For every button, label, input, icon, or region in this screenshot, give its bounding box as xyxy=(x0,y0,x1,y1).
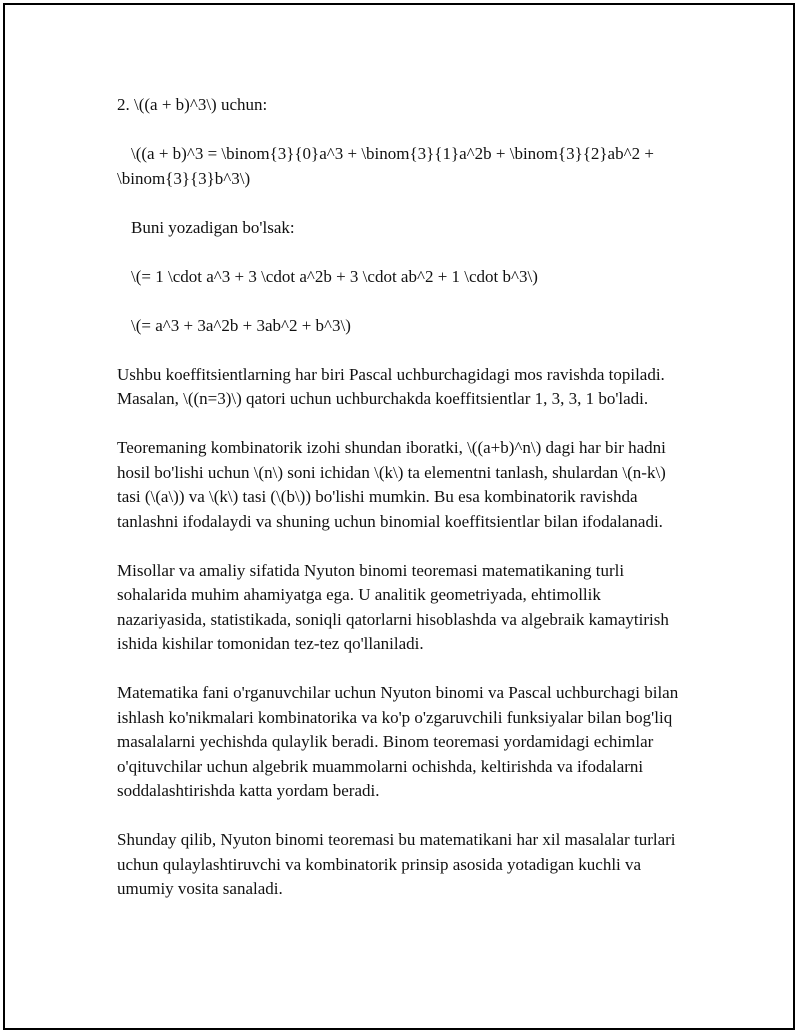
paragraph-learning: Matematika fani o'rganuvchilar uchun Nyuton binomi va Pascal uchburchagi bilan ishlash ko'nikmalari kombinatorika va ko'p o'zgaruvchili funksiyalar bilan bog'liq masalalarni yechishda qulaylik beradi. Binom teoremasi yordamidagi echimlar o'qituvchilar uchun algebrik muammolarni ochishda, keltirishda va ifodalarni soddalashtirishda katta yordam beradi. xyxy=(117,683,679,800)
paragraph-pascal: Ushbu koeffitsientlarning har biri Pascal uchburchagidagi mos ravishda topiladi. Masalan, \((n=3)\) qatori uchun uchburchakda koeffitsientlar 1, 3, 3, 1 bo'ladi. xyxy=(117,364,665,408)
intro-line: Buni yozadigan bo'lsak: xyxy=(131,217,295,237)
formula-coefficients: \(= 1 \cdot a^3 + 3 \cdot a^2b + 3 \cdot ab^2 + 1 \cdot b^3\) xyxy=(131,266,538,286)
spacer xyxy=(117,289,692,314)
document-body xyxy=(117,93,692,902)
paragraph-conclusion: Shunday qilib, Nyuton binomi teoremasi bu matematikani har xil masalalar turlari uchun qulaylashtiruvchi va kombinatorik prinsip asosida yotadigan kuchli va umumiy vosita sanaladi. xyxy=(117,830,676,898)
formula-expansion: \((a + b)^3 = \binom{3}{0}a^3 + \binom{3}{1}a^2b + \binom{3}{2}ab^2 + \binom{3}{3}b^3\) xyxy=(117,144,654,188)
formula-result: \(= a^3 + 3a^2b + 3ab^2 + b^3\) xyxy=(131,315,351,335)
item-heading: 2. \((a + b)^3\) uchun: xyxy=(117,95,268,114)
paragraph-combinatorial: Teoremaning kombinatorik izohi shundan iboratki, \((a+b)^n\) dagi har bir hadni hosil bo'lishi uchun \(n\) soni ichidan \(k\) ta elementni tanlash, shulardan \(n-k\) tasi (\(a\)) va \(k\) tasi (\(b\)) bo'lishi mumkin. Bu esa kombinatorik ravishda tanlashni ifodalaydi va shuning uchun binomial koeffitsientlar bilan ifodalanadi. xyxy=(117,438,666,531)
spacer xyxy=(117,240,692,265)
spacer xyxy=(117,118,692,143)
spacer xyxy=(117,338,692,363)
paragraph-applications: Misollar va amaliy sifatida Nyuton binomi teoremasi matematikaning turli sohalarida muhim ahamiyatga ega. U analitik geometriyada, ehtimollik nazariyasida, statistikada, soniqli qatorlarni hisoblashda va algebraik kamaytirish ishida kishilar tomonidan tez-tez qo'llaniladi. xyxy=(117,560,669,653)
